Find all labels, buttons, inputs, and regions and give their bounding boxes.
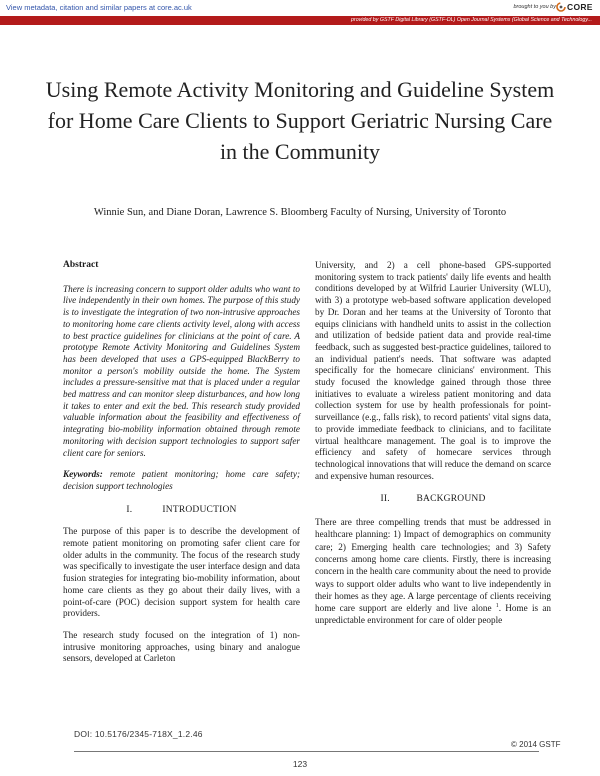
background-paragraph: [315, 516, 551, 627]
right-column: [315, 260, 551, 627]
intro-continued-paragraph: University, and 2) a cell phone-based GPS-supported monitoring system to track patients' daily life events and health conditions developed by at Wilfrid Laurier University (WLU), with 3) a prototype web-based software application developed by Dr. Doran and her teams at the University of Toronto that equips clinicians with handheld units to assist in the collection and utilization of bedside patient data and provide real-time feedback, such as suggested best-practice guidelines, tailored to an individual patient's needs. That software was adapted specifically for the homecare clinicians' environment. This study focused the knowledge gained through those three initiatives to evaluate a wireless patient monitoring and data collection system for use by health professionals for point-surveillance (e.g., falls risk), to record patients' vital signs data, to provide immediate feedback to clinicians, and to facilitate virtual healthcare management. The goal is to improve the efficiency and safety of homecare services through technological innovations that will reduce the demand on scarce and expensive human resources.: [315, 260, 551, 481]
provided-by-text[interactable]: provided by GSTF Digital Library (GSTF-DL) Open Journal Systems (Global Science and Technology...: [350, 17, 592, 23]
section-number: I.: [126, 504, 133, 515]
metadata-link[interactable]: View metadata, citation and similar papers at core.ac.uk: [6, 3, 192, 12]
section-title: INTRODUCTION: [162, 504, 237, 515]
section-heading-background: [315, 494, 551, 506]
page-number: 123: [292, 759, 308, 769]
keywords-label: Keywords:: [63, 469, 103, 480]
section-heading-introduction: [63, 505, 300, 517]
left-column: [63, 260, 300, 665]
provided-by-bar: [0, 16, 600, 25]
abstract-text: There is increasing concern to support older adults who want to live independently in their own homes. The purpose of this study is to investigate the integration of two non-intrusive approaches to monitoring home care clients activity level, along with access to best practice guidelines for clinicians at the point of care. A prototype Remote Activity Monitoring and Guidelines System has been developed that uses a GPS-equipped BlackBerry to monitor a person's mobility outside the home. The System includes a pressure-sensitive mat that is placed under a regular bed mattress and can monitor sleep disturbances, and how long it takes to enter and exit the bed. This research study provided valuable information about the feasibility and effectiveness of integrating bio-mobility information obtained through remote monitoring with decision support technologies to support safer client care for seniors.: [63, 283, 300, 458]
core-banner: [0, 0, 600, 16]
paper-authors: Winnie Sun, and Diane Doran, Lawrence S. Bloomberg Faculty of Nursing, University of Toronto: [93, 207, 507, 218]
keywords: [63, 469, 300, 492]
copyright: © 2014 GSTF: [511, 740, 561, 749]
intro-paragraph-2: The research study focused on the integration of 1) non-intrusive monitoring approaches, using binary and analogue sensors, developed at Carleton: [63, 629, 300, 664]
core-logo-text: CORE: [567, 2, 593, 12]
doi: DOI: 10.5176/2345-718X_1.2.46: [74, 729, 203, 739]
background-text: There are three compelling trends that must be addressed in healthcare planning: 1) Impact of demographics on community care; 2) Emerging health care technologies; and 3) Safety concerns among home care clients. Firstly, there is increasing concern in the health care community about the need to provide ways to support older adults who want to live independently in their homes as they age. A large percentage of clients receiving home care support are elderly and live alone: [315, 517, 551, 614]
section-number: II.: [380, 494, 390, 505]
paper-title: Using Remote Activity Monitoring and Guideline System for Home Care Clients to Support Geriatric Nursing Care in the Community: [45, 77, 555, 164]
core-logo[interactable]: [556, 1, 594, 15]
core-logo-icon: [556, 2, 566, 12]
keywords-text: remote patient monitoring; home care safety; decision support technologies: [63, 469, 300, 491]
citation-marker[interactable]: 1: [495, 603, 499, 610]
abstract-heading: Abstract: [63, 260, 99, 270]
footer-divider: [74, 751, 539, 752]
brought-by-text: brought to you by: [513, 4, 556, 10]
intro-paragraph-1: The purpose of this paper is to describe the development of remote patient monitoring on promoting safer client care for older adults in the community. The focus of the research study was specifically to investigate the user interface design and data fusion strategies for integrating bio-mobility information, about home care clients as they go about their daily lives, with a point-of-care (POC) decision support system for health care providers.: [63, 526, 300, 619]
section-title: BACKGROUND: [416, 494, 486, 505]
background-text-cont: . Home is an unpredictable environment for care of older people: [315, 603, 551, 626]
